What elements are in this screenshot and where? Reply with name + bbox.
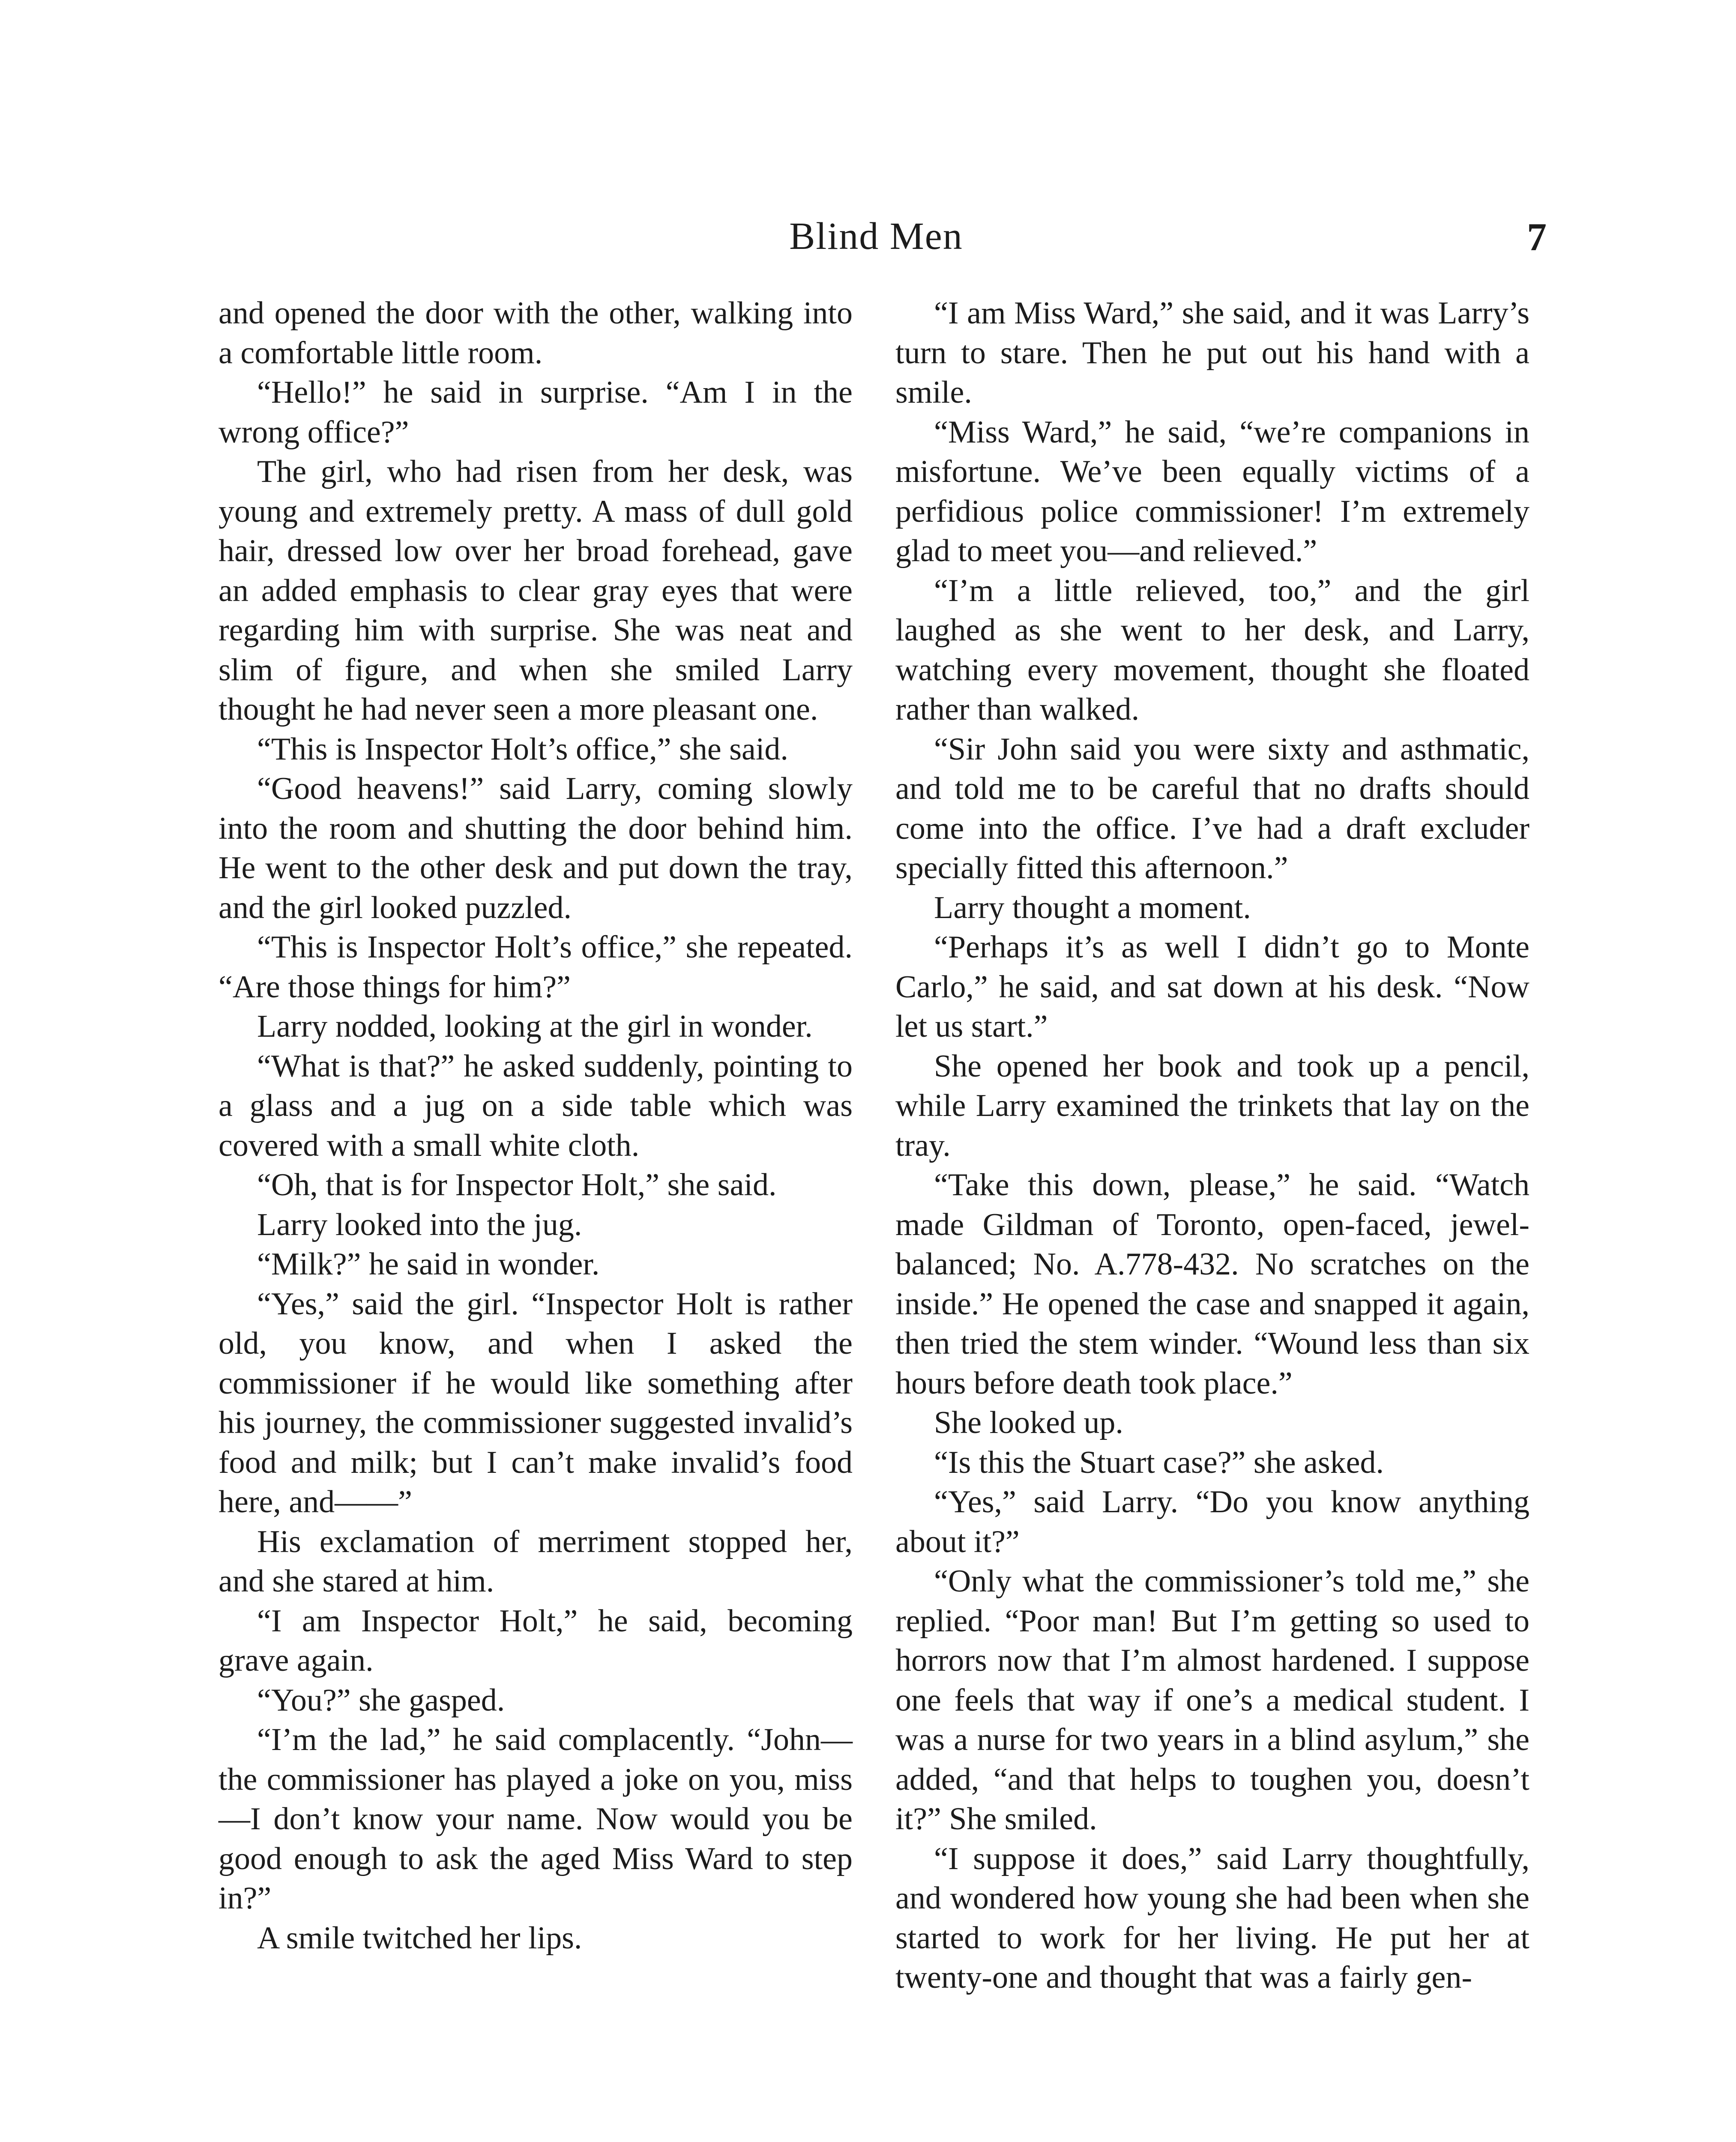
paragraph: “I’m a little relieved, too,” and the girl laughed as she went to her desk, and Larry, watching every movement, thought she floated rather than walked.: [895, 573, 1529, 727]
paragraph: His exclamation of merriment stopped her, and she stared at him.: [218, 1524, 853, 1599]
text-column-right: [895, 293, 1529, 1998]
paragraph: She opened her book and took up a pencil, while Larry examined the trinkets that lay on the tray.: [895, 1048, 1529, 1163]
paragraph: She looked up.: [934, 1405, 1123, 1440]
paragraph: “Oh, that is for Inspector Holt,” she said.: [257, 1167, 777, 1203]
paragraph: “This is Inspector Holt’s office,” she said.: [257, 731, 788, 767]
paragraph: “Is this the Stuart case?” she asked.: [934, 1445, 1384, 1480]
paragraph: A smile twitched her lips.: [257, 1920, 582, 1956]
paragraph: “I am Miss Ward,” she said, and it was Larry’s turn to stare. Then he put out his hand with a smile.: [895, 296, 1529, 410]
paragraph: Larry nodded, looking at the girl in wonder.: [257, 1009, 813, 1044]
text-column-left: [218, 293, 853, 1958]
page-number: 7: [1527, 215, 1547, 259]
paragraph: “Perhaps it’s as well I didn’t go to Monte Carlo,” he said, and sat down at his desk. “Now let us start.”: [895, 930, 1529, 1044]
paragraph: “I’m the lad,” he said complacently. “John—the commissioner has played a joke on you, miss—I don’t know your name. Now would you be good enough to ask the aged Miss Ward to step in?”: [218, 1722, 853, 1916]
paragraph: “Yes,” said Larry. “Do you know anything about it?”: [895, 1484, 1529, 1559]
paragraph: “Hello!” he said in surprise. “Am I in the wrong office?”: [218, 375, 853, 450]
paragraph: “Milk?” he said in wonder.: [257, 1247, 600, 1282]
paragraph: “Yes,” said the girl. “Inspector Holt is rather old, you know, and when I asked the commissioner if he would like something after his journey, the commissioner suggested invalid’s food and milk; but I can’t make invalid’s food here, and——”: [218, 1286, 853, 1520]
paragraph: “I am Inspector Holt,” he said, becoming grave again.: [218, 1603, 853, 1678]
paragraph: Larry thought a moment.: [934, 890, 1251, 925]
paragraph: “What is that?” he asked suddenly, pointing to a glass and a jug on a side table which was covered with a small white cloth.: [218, 1048, 853, 1163]
paragraph: “This is Inspector Holt’s office,” she repeated. “Are those things for him?”: [218, 930, 853, 1005]
paragraph: “Sir John said you were sixty and asthmatic, and told me to be careful that no drafts should come into the office. I’ve had a draft excluder specially fitted this afternoon.”: [895, 731, 1529, 886]
paragraph: “Take this down, please,” he said. “Watch made Gildman of Toronto, open-faced, jewel-balanced; No. A.778-432. No scratches on the inside.” He opened the case and snapped it again, then tried the stem winder. “Wound less than six hours before death took place.”: [895, 1167, 1529, 1401]
running-head: [214, 214, 1547, 261]
running-title: Blind Men: [789, 215, 963, 257]
paragraph: “You?” she gasped.: [257, 1682, 505, 1718]
paragraph: “Miss Ward,” he said, “we’re companions in misfortune. We’ve been equally victims of a perfidious police commissioner! I’m extremely glad to meet you—and relieved.”: [895, 414, 1529, 568]
paragraph: Larry looked into the jug.: [257, 1207, 582, 1242]
paragraph: and opened the door with the other, walking into a comfortable little room.: [218, 296, 853, 371]
paragraph: “Only what the commissioner’s told me,” she replied. “Poor man! But I’m getting so used to horrors now that I’m almost hardened. I suppose one feels that way if one’s a medical student. I was a nurse for two years in a blind asylum,” she added, “and that helps to toughen you, doesn’t it?” She smiled.: [895, 1564, 1529, 1837]
paragraph: The girl, who had risen from her desk, was young and extremely pretty. A mass of dull gold hair, dressed low over her broad forehead, gave an added emphasis to clear gray eyes that were regarding him with surprise. She was neat and slim of figure, and when she smiled Larry thought he had never seen a more pleasant one.: [218, 454, 853, 727]
paragraph: “I suppose it does,” said Larry thoughtfully, and wondered how young she had been when she started to work for her living. He put her at twenty-one and thought that was a fairly gen-: [895, 1841, 1529, 1995]
paragraph: “Good heavens!” said Larry, coming slowly into the room and shutting the door behind him. He went to the other desk and put down the tray, and the girl looked puzzled.: [218, 771, 853, 925]
